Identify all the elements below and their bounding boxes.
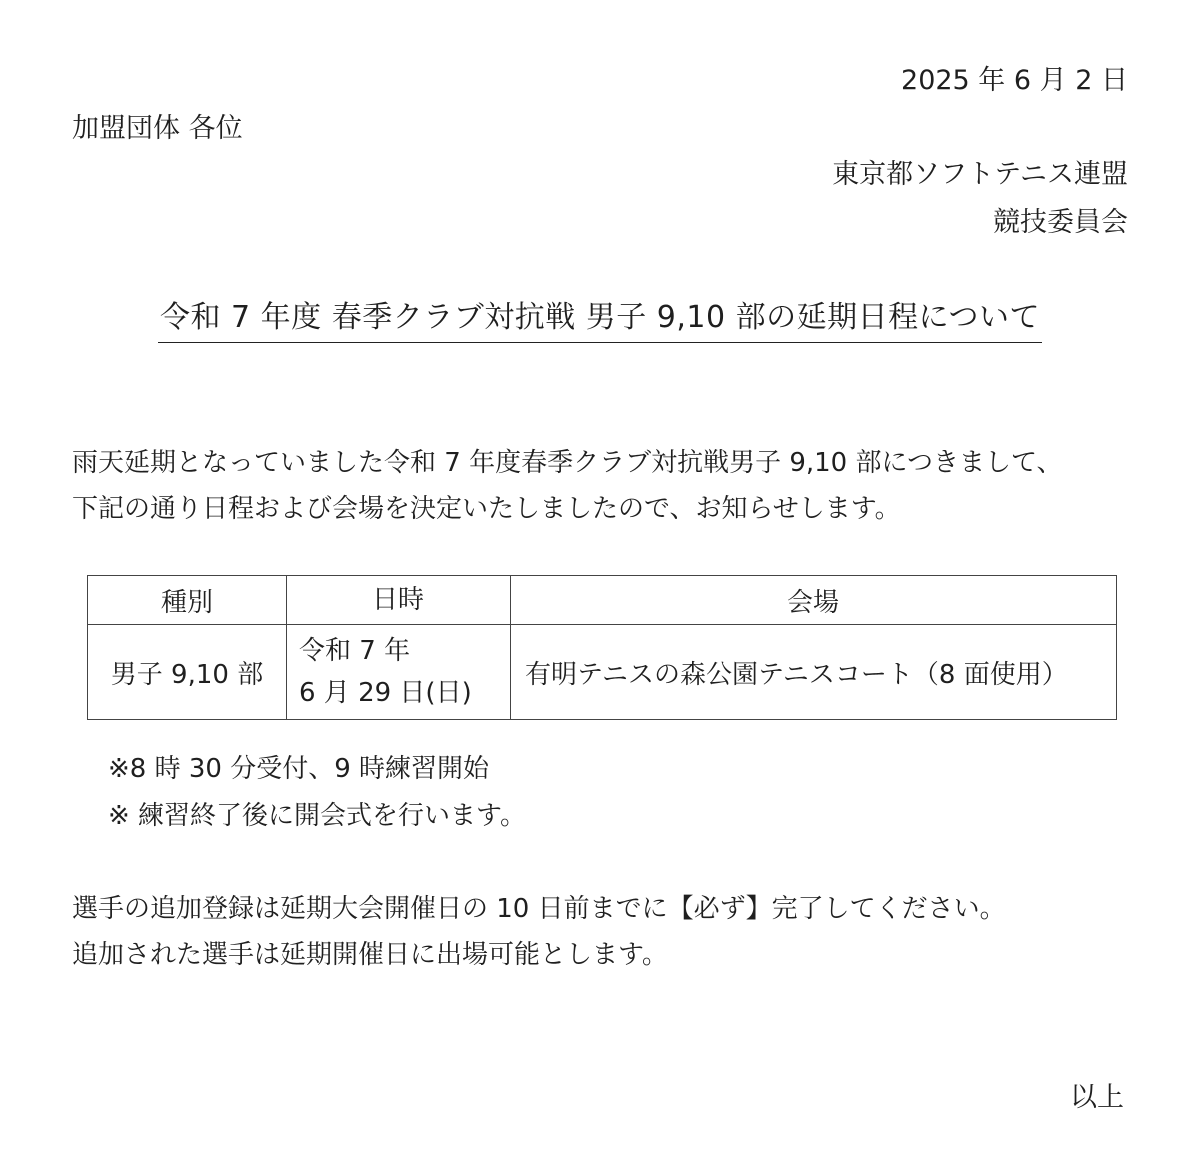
body-line-2: 下記の通り日程および会場を決定いたしましたので、お知らせします。: [72, 494, 901, 524]
title-container: [0, 292, 1200, 343]
schedule-table: [87, 575, 1117, 720]
header-category: 種別: [88, 576, 287, 625]
document-title: 令和 7 年度 春季クラブ対抗戦 男子 9,10 部の延期日程について: [158, 292, 1042, 343]
recipient: 加盟団体 各位: [72, 113, 243, 144]
closing-remark: 以上: [1070, 1082, 1124, 1113]
note-reception-time: ※8 時 30 分受付、9 時練習開始: [108, 754, 490, 784]
cell-datetime: [287, 625, 511, 720]
footer-line-2: 追加された選手は延期開催日に出場可能とします。: [72, 940, 668, 970]
table-row: [88, 625, 1117, 720]
header-datetime: 日時: [287, 576, 511, 625]
sender-department: 競技委員会: [993, 207, 1128, 238]
note-opening-ceremony: ※ 練習終了後に開会式を行います。: [108, 801, 526, 831]
table-header-row: [88, 576, 1117, 625]
datetime-date: 6 月 29 日(日): [299, 678, 472, 708]
header-venue: 会場: [511, 576, 1117, 625]
document-date: 2025 年 6 月 2 日: [901, 65, 1128, 96]
datetime-year: 令和 7 年: [299, 636, 411, 666]
footer-line-1: 選手の追加登録は延期大会開催日の 10 日前までに【必ず】完了してください。: [72, 894, 1006, 924]
cell-venue: 有明テニスの森公園テニスコート（8 面使用）: [511, 625, 1117, 720]
body-line-1: 雨天延期となっていました令和 7 年度春季クラブ対抗戦男子 9,10 部につきまして、: [72, 448, 1063, 478]
cell-category: 男子 9,10 部: [88, 625, 287, 720]
sender-organization: 東京都ソフトテニス連盟: [832, 159, 1128, 190]
